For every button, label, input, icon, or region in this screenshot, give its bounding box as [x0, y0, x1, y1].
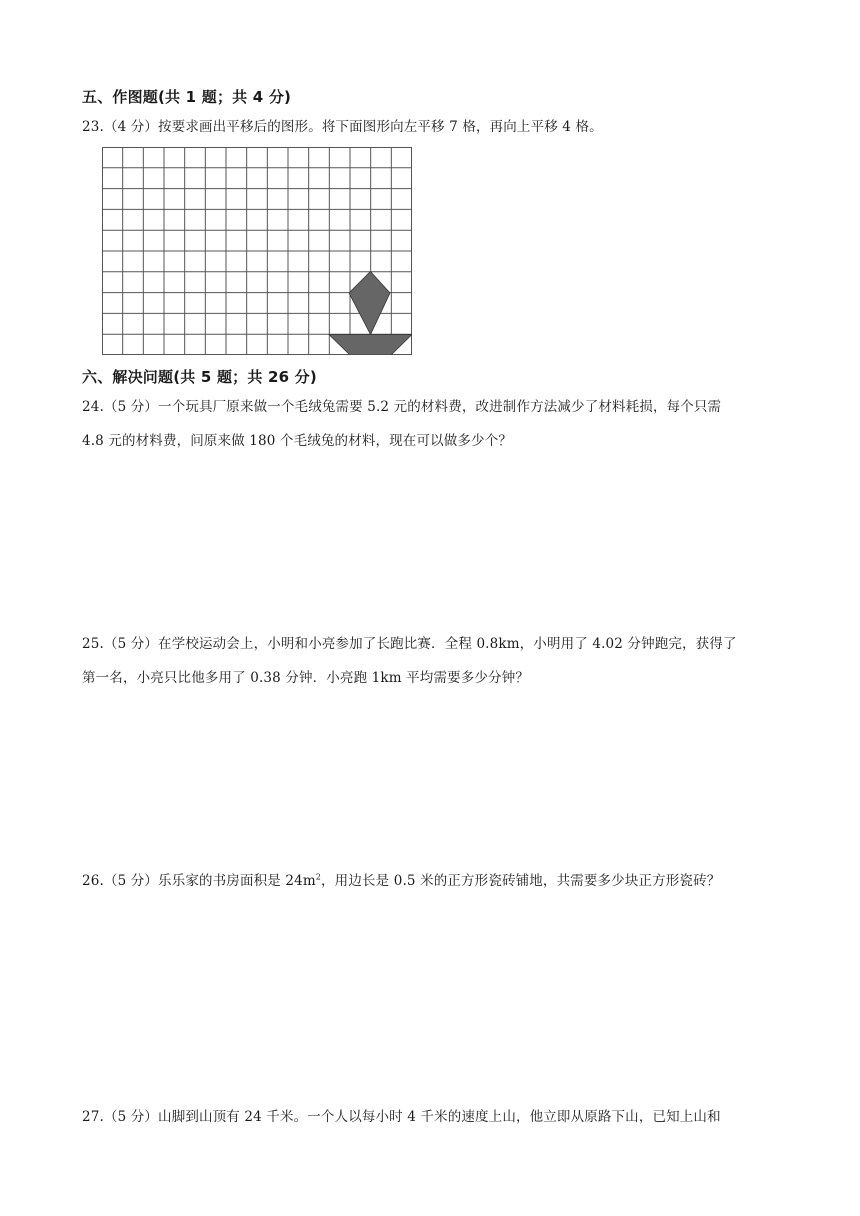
- question-24-line-1: 24.（5 分）一个玩具厂原来做一个毛绒兔需要 5.2 元的材料费，改进制作方法减少了材料耗损，每个只需: [82, 399, 722, 415]
- question-26-part-a: 26.（5 分）乐乐家的书房面积是 24m: [82, 873, 316, 889]
- drawing-grid: [102, 147, 412, 355]
- question-24-line-2: 4.8 元的材料费，问原来做 180 个毛绒兔的材料，现在可以做多少个？: [82, 433, 513, 449]
- question-23-text: 23.（4 分）按要求画出平移后的图形。将下面图形向左平移 7 格，再向上平移 4 格。: [82, 119, 603, 135]
- trapezoid-shape: [329, 335, 412, 356]
- question-26-text: [82, 869, 720, 889]
- question-27-line-1: 27.（5 分）山脚到山顶有 24 千米。一个人以每小时 4 千米的速度上山，他立即从原路下山，已知上山和: [82, 1109, 721, 1125]
- question-25-line-1: 25.（5 分）在学校运动会上，小明和小亮参加了长跑比赛．全程 0.8km，小明用了 4.02 分钟跑完，获得了: [82, 636, 737, 652]
- question-26-part-b: ，用边长是 0.5 米的正方形瓷砖铺地，共需要多少块正方形瓷砖？: [321, 873, 721, 889]
- grid-svg: [102, 147, 412, 355]
- kite-shape: [349, 272, 390, 335]
- section-title-problem-solving: 六、解决问题(共 5 题；共 26 分): [82, 368, 317, 386]
- section-title-drawing: 五、作图题(共 1 题；共 4 分): [82, 88, 292, 106]
- question-25-line-2: 第一名，小亮只比他多用了 0.38 分钟．小亮跑 1km 平均需要多少分钟？: [82, 670, 529, 686]
- question-26-superscript: 2: [315, 872, 322, 882]
